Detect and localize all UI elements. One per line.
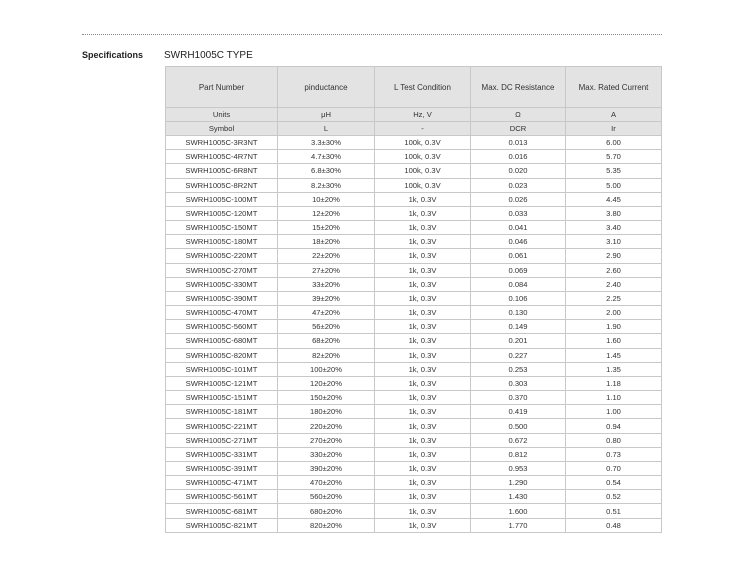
cell-part-number: SWRH1005C-3R3NT <box>166 136 278 150</box>
cell-dc-resistance: 0.953 <box>471 461 566 475</box>
cell-part-number: SWRH1005C-121MT <box>166 376 278 390</box>
cell-inductance: 470±20% <box>278 476 375 490</box>
table-row <box>166 348 662 362</box>
table-row <box>166 306 662 320</box>
symbol-inductance: L <box>278 122 375 136</box>
cell-part-number: SWRH1005C-390MT <box>166 291 278 305</box>
cell-rated-current: 2.90 <box>566 249 662 263</box>
table-row <box>166 476 662 490</box>
cell-dc-resistance: 0.812 <box>471 447 566 461</box>
cell-dc-resistance: 0.084 <box>471 277 566 291</box>
units-row <box>166 108 662 122</box>
cell-inductance: 47±20% <box>278 306 375 320</box>
symbol-label: Symbol <box>166 122 278 136</box>
cell-inductance: 33±20% <box>278 277 375 291</box>
cell-dc-resistance: 0.020 <box>471 164 566 178</box>
cell-inductance: 100±20% <box>278 362 375 376</box>
cell-rated-current: 1.60 <box>566 334 662 348</box>
table-row <box>166 277 662 291</box>
table-row <box>166 391 662 405</box>
symbol-test-condition: - <box>375 122 471 136</box>
units-test-condition: Hz, V <box>375 108 471 122</box>
cell-inductance: 56±20% <box>278 320 375 334</box>
cell-test-condition: 1k, 0.3V <box>375 263 471 277</box>
units-inductance: μH <box>278 108 375 122</box>
cell-inductance: 22±20% <box>278 249 375 263</box>
cell-dc-resistance: 0.106 <box>471 291 566 305</box>
cell-inductance: 220±20% <box>278 419 375 433</box>
cell-dc-resistance: 0.253 <box>471 362 566 376</box>
symbol-rated-current: Ir <box>566 122 662 136</box>
cell-test-condition: 1k, 0.3V <box>375 320 471 334</box>
cell-inductance: 39±20% <box>278 291 375 305</box>
cell-part-number: SWRH1005C-391MT <box>166 461 278 475</box>
cell-rated-current: 2.25 <box>566 291 662 305</box>
cell-rated-current: 0.48 <box>566 518 662 532</box>
table-row <box>166 192 662 206</box>
cell-inductance: 560±20% <box>278 490 375 504</box>
cell-part-number: SWRH1005C-120MT <box>166 206 278 220</box>
cell-rated-current: 5.70 <box>566 150 662 164</box>
cell-rated-current: 0.94 <box>566 419 662 433</box>
cell-part-number: SWRH1005C-561MT <box>166 490 278 504</box>
cell-test-condition: 1k, 0.3V <box>375 476 471 490</box>
specifications-table <box>165 66 662 533</box>
cell-part-number: SWRH1005C-151MT <box>166 391 278 405</box>
cell-rated-current: 1.35 <box>566 362 662 376</box>
dotted-divider <box>82 34 662 35</box>
cell-dc-resistance: 0.500 <box>471 419 566 433</box>
cell-rated-current: 2.00 <box>566 306 662 320</box>
cell-rated-current: 3.10 <box>566 235 662 249</box>
table-row <box>166 320 662 334</box>
cell-part-number: SWRH1005C-220MT <box>166 249 278 263</box>
cell-dc-resistance: 0.016 <box>471 150 566 164</box>
type-title: SWRH1005C TYPE <box>164 50 253 61</box>
cell-part-number: SWRH1005C-680MT <box>166 334 278 348</box>
cell-test-condition: 100k, 0.3V <box>375 150 471 164</box>
cell-part-number: SWRH1005C-180MT <box>166 235 278 249</box>
table-row <box>166 518 662 532</box>
section-label: Specifications <box>82 50 144 60</box>
cell-inductance: 4.7±30% <box>278 150 375 164</box>
cell-test-condition: 1k, 0.3V <box>375 362 471 376</box>
cell-inductance: 270±20% <box>278 433 375 447</box>
cell-test-condition: 1k, 0.3V <box>375 433 471 447</box>
cell-test-condition: 1k, 0.3V <box>375 235 471 249</box>
table-row <box>166 461 662 475</box>
cell-inductance: 27±20% <box>278 263 375 277</box>
cell-rated-current: 1.90 <box>566 320 662 334</box>
header-row <box>166 67 662 108</box>
cell-test-condition: 1k, 0.3V <box>375 277 471 291</box>
cell-inductance: 150±20% <box>278 391 375 405</box>
cell-dc-resistance: 0.370 <box>471 391 566 405</box>
cell-dc-resistance: 0.046 <box>471 235 566 249</box>
cell-inductance: 82±20% <box>278 348 375 362</box>
cell-test-condition: 100k, 0.3V <box>375 136 471 150</box>
cell-part-number: SWRH1005C-681MT <box>166 504 278 518</box>
table-row <box>166 362 662 376</box>
table-row <box>166 447 662 461</box>
table-row <box>166 405 662 419</box>
cell-part-number: SWRH1005C-271MT <box>166 433 278 447</box>
cell-inductance: 68±20% <box>278 334 375 348</box>
cell-inductance: 18±20% <box>278 235 375 249</box>
cell-rated-current: 0.54 <box>566 476 662 490</box>
cell-part-number: SWRH1005C-4R7NT <box>166 150 278 164</box>
cell-rated-current: 4.45 <box>566 192 662 206</box>
cell-test-condition: 1k, 0.3V <box>375 306 471 320</box>
cell-rated-current: 2.40 <box>566 277 662 291</box>
header-inductance: pinductance <box>278 67 375 108</box>
cell-dc-resistance: 1.430 <box>471 490 566 504</box>
cell-test-condition: 1k, 0.3V <box>375 376 471 390</box>
cell-rated-current: 0.52 <box>566 490 662 504</box>
cell-rated-current: 3.40 <box>566 221 662 235</box>
cell-inductance: 15±20% <box>278 221 375 235</box>
cell-test-condition: 100k, 0.3V <box>375 178 471 192</box>
cell-rated-current: 3.80 <box>566 206 662 220</box>
cell-part-number: SWRH1005C-470MT <box>166 306 278 320</box>
cell-rated-current: 0.73 <box>566 447 662 461</box>
cell-part-number: SWRH1005C-560MT <box>166 320 278 334</box>
cell-rated-current: 6.00 <box>566 136 662 150</box>
cell-dc-resistance: 0.069 <box>471 263 566 277</box>
cell-test-condition: 1k, 0.3V <box>375 391 471 405</box>
cell-dc-resistance: 0.041 <box>471 221 566 235</box>
cell-inductance: 3.3±30% <box>278 136 375 150</box>
cell-part-number: SWRH1005C-101MT <box>166 362 278 376</box>
cell-part-number: SWRH1005C-100MT <box>166 192 278 206</box>
cell-rated-current: 5.35 <box>566 164 662 178</box>
cell-rated-current: 0.70 <box>566 461 662 475</box>
cell-dc-resistance: 1.600 <box>471 504 566 518</box>
table-row <box>166 235 662 249</box>
cell-test-condition: 1k, 0.3V <box>375 334 471 348</box>
table-row <box>166 433 662 447</box>
cell-rated-current: 1.18 <box>566 376 662 390</box>
cell-test-condition: 1k, 0.3V <box>375 249 471 263</box>
cell-test-condition: 1k, 0.3V <box>375 405 471 419</box>
cell-test-condition: 1k, 0.3V <box>375 490 471 504</box>
cell-test-condition: 1k, 0.3V <box>375 461 471 475</box>
cell-test-condition: 1k, 0.3V <box>375 192 471 206</box>
table-row <box>166 178 662 192</box>
table-row <box>166 334 662 348</box>
table-row <box>166 504 662 518</box>
table-row <box>166 419 662 433</box>
cell-dc-resistance: 1.770 <box>471 518 566 532</box>
cell-rated-current: 1.10 <box>566 391 662 405</box>
cell-rated-current: 2.60 <box>566 263 662 277</box>
cell-part-number: SWRH1005C-330MT <box>166 277 278 291</box>
cell-test-condition: 1k, 0.3V <box>375 221 471 235</box>
cell-test-condition: 1k, 0.3V <box>375 206 471 220</box>
table-row <box>166 291 662 305</box>
cell-dc-resistance: 0.201 <box>471 334 566 348</box>
table-body <box>166 136 662 533</box>
cell-part-number: SWRH1005C-150MT <box>166 221 278 235</box>
cell-rated-current: 0.80 <box>566 433 662 447</box>
table-row <box>166 164 662 178</box>
table-row <box>166 150 662 164</box>
cell-inductance: 120±20% <box>278 376 375 390</box>
cell-dc-resistance: 0.149 <box>471 320 566 334</box>
header-dc-resistance: Max. DC Resistance <box>471 67 566 108</box>
cell-test-condition: 1k, 0.3V <box>375 504 471 518</box>
cell-part-number: SWRH1005C-181MT <box>166 405 278 419</box>
cell-rated-current: 5.00 <box>566 178 662 192</box>
cell-dc-resistance: 1.290 <box>471 476 566 490</box>
cell-test-condition: 1k, 0.3V <box>375 419 471 433</box>
cell-dc-resistance: 0.026 <box>471 192 566 206</box>
cell-dc-resistance: 0.419 <box>471 405 566 419</box>
cell-part-number: SWRH1005C-6R8NT <box>166 164 278 178</box>
symbol-row <box>166 122 662 136</box>
cell-inductance: 820±20% <box>278 518 375 532</box>
cell-inductance: 390±20% <box>278 461 375 475</box>
cell-test-condition: 1k, 0.3V <box>375 518 471 532</box>
cell-inductance: 8.2±30% <box>278 178 375 192</box>
table-row <box>166 206 662 220</box>
table-row <box>166 376 662 390</box>
cell-inductance: 10±20% <box>278 192 375 206</box>
header-test-condition: L Test Condition <box>375 67 471 108</box>
cell-inductance: 330±20% <box>278 447 375 461</box>
cell-part-number: SWRH1005C-820MT <box>166 348 278 362</box>
table-row <box>166 263 662 277</box>
table-row <box>166 221 662 235</box>
cell-test-condition: 100k, 0.3V <box>375 164 471 178</box>
cell-dc-resistance: 0.013 <box>471 136 566 150</box>
cell-part-number: SWRH1005C-331MT <box>166 447 278 461</box>
table-row <box>166 136 662 150</box>
cell-rated-current: 0.51 <box>566 504 662 518</box>
symbol-dc-resistance: DCR <box>471 122 566 136</box>
cell-inductance: 680±20% <box>278 504 375 518</box>
cell-inductance: 6.8±30% <box>278 164 375 178</box>
cell-inductance: 180±20% <box>278 405 375 419</box>
cell-rated-current: 1.00 <box>566 405 662 419</box>
cell-test-condition: 1k, 0.3V <box>375 447 471 461</box>
table-row <box>166 249 662 263</box>
cell-dc-resistance: 0.023 <box>471 178 566 192</box>
cell-rated-current: 1.45 <box>566 348 662 362</box>
cell-dc-resistance: 0.227 <box>471 348 566 362</box>
header-part-number: Part Number <box>166 67 278 108</box>
cell-part-number: SWRH1005C-471MT <box>166 476 278 490</box>
cell-dc-resistance: 0.061 <box>471 249 566 263</box>
units-label: Units <box>166 108 278 122</box>
cell-part-number: SWRH1005C-270MT <box>166 263 278 277</box>
cell-dc-resistance: 0.672 <box>471 433 566 447</box>
cell-dc-resistance: 0.033 <box>471 206 566 220</box>
cell-part-number: SWRH1005C-821MT <box>166 518 278 532</box>
cell-dc-resistance: 0.303 <box>471 376 566 390</box>
cell-dc-resistance: 0.130 <box>471 306 566 320</box>
header-rated-current: Max. Rated Current <box>566 67 662 108</box>
table-row <box>166 490 662 504</box>
units-dc-resistance: Ω <box>471 108 566 122</box>
cell-part-number: SWRH1005C-8R2NT <box>166 178 278 192</box>
cell-test-condition: 1k, 0.3V <box>375 291 471 305</box>
cell-part-number: SWRH1005C-221MT <box>166 419 278 433</box>
cell-inductance: 12±20% <box>278 206 375 220</box>
units-rated-current: A <box>566 108 662 122</box>
cell-test-condition: 1k, 0.3V <box>375 348 471 362</box>
